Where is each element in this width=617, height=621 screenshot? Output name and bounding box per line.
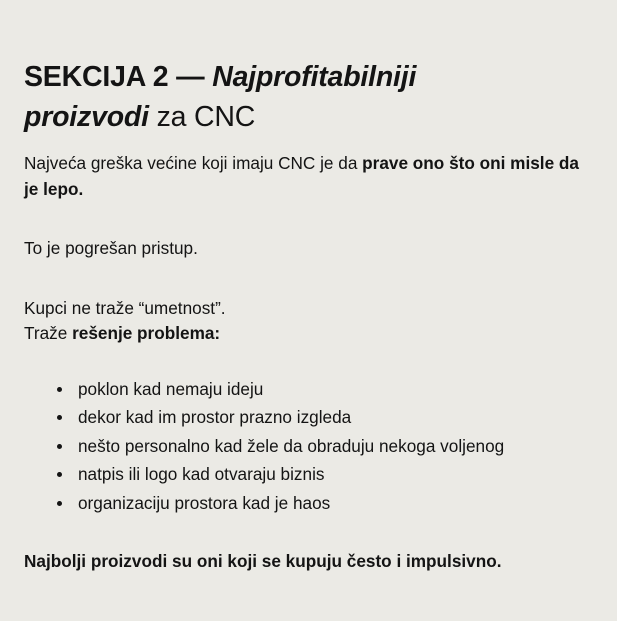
paragraph-customers-line1: Kupci ne traže “umetnost”. [24,297,226,318]
list-item: natpis ili logo kad otvaraju biznis [56,460,593,489]
paragraph-wrong-approach: To je pogrešan pristup. [24,238,198,258]
paragraph-mistake [24,151,584,202]
title-prefix: SEKCIJA 2 — [24,61,213,93]
paragraph-customers-bold: rešenje problema: [72,323,221,343]
paragraph-customers-line2 [24,321,584,347]
paragraph-customers-normal: Traže [24,323,73,343]
list-item: organizaciju prostora kad je haos [56,489,593,518]
needs-list [24,375,593,518]
spacer-four [24,517,593,549]
paragraph-mistake-normal: Najveća greška većine koji imaju CNC je da [24,153,363,173]
closing-statement: Najbolji proizvodi su oni koji se kupuju često i impulsivno. [24,551,502,571]
spacer-three [24,347,593,375]
page-title [24,57,544,137]
title-emphasis: Najprofitabilniji proizvodi [24,61,417,133]
title-suffix: za CNC [148,101,256,133]
list-item: dekor kad im prostor prazno izgleda [56,403,593,432]
list-item: nešto personalno kad žele da obraduju nekoga voljenog [56,432,593,461]
spacer-one [24,202,593,236]
paragraph-mistake-bold: prave ono što oni misle da je lepo. [24,153,579,199]
spacer-two [24,262,593,296]
list-item: poklon kad nemaju ideju [56,375,593,404]
